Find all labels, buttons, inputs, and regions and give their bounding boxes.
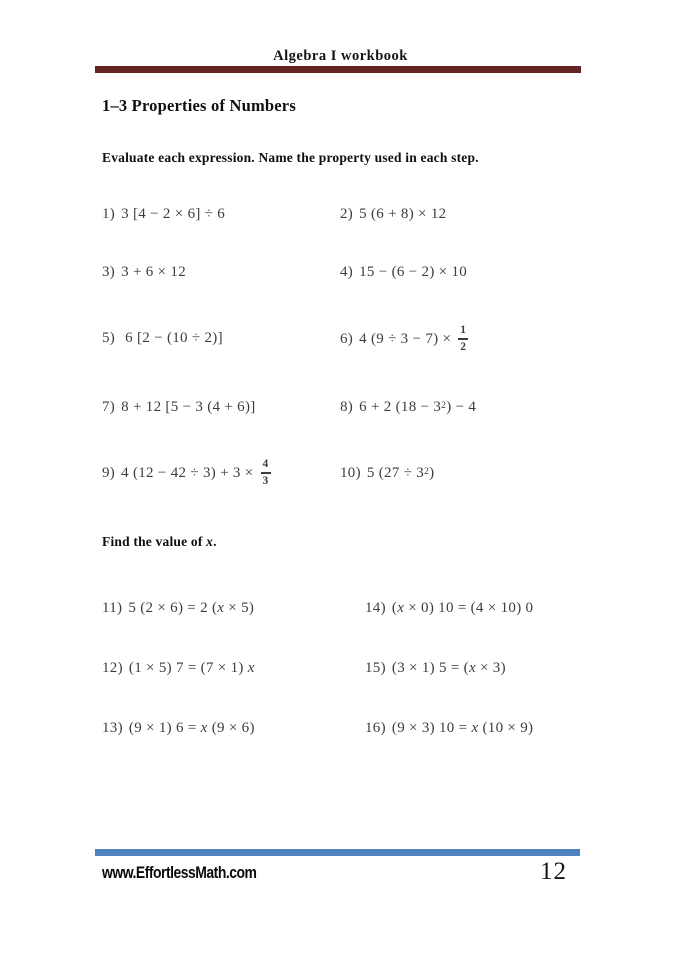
footer-website-url: www.EffortlessMath.com (102, 863, 257, 882)
problem-number: 14) (365, 599, 386, 616)
variable-x: x (397, 599, 405, 616)
problem-11 (102, 597, 254, 619)
variable-x: x (247, 659, 255, 676)
page-number: 12 (540, 858, 567, 885)
problem-number: 7) (102, 398, 116, 415)
problem-expression: 5 (2 × 6) = 2 ( x × 5) (128, 599, 255, 616)
problem-number: 10) (340, 464, 361, 481)
problem-expression: 5 (27 ÷ 3 2 ) (366, 464, 435, 481)
problem-expression: 3 + 6 × 12 (121, 263, 187, 280)
variable-x: x (471, 719, 479, 736)
problem-7 (102, 396, 256, 418)
problem-9 (102, 451, 271, 495)
fraction-numerator: 4 (262, 457, 269, 470)
problem-number: 8) (340, 398, 354, 415)
problem-expression: (1 × 5) 7 = (7 × 1) x (128, 659, 255, 676)
problem-number: 15) (365, 659, 386, 676)
fraction-bar (458, 338, 468, 340)
problem-5 (102, 327, 223, 349)
problem-expression: 3 [4 − 2 × 6] ÷ 6 (121, 205, 226, 222)
problem-expression: 6 + 2 (18 − 3 2 ) − 4 (359, 398, 477, 415)
problem-1 (102, 203, 225, 225)
problem-expression: 5 (6 + 8) × 12 (359, 205, 447, 222)
header-rule (95, 66, 581, 73)
problem-expression: 8 + 12 [5 − 3 (4 + 6)] (121, 398, 256, 415)
problem-number: 5) (102, 329, 116, 346)
section-title: 1–3 Properties of Numbers (102, 96, 296, 115)
problem-number: 4) (340, 263, 354, 280)
variable-x: x (200, 719, 208, 736)
footer-rule (95, 849, 580, 856)
variable-x: x (217, 599, 225, 616)
instruction-find-x (102, 534, 217, 550)
problem-6 (340, 317, 468, 361)
fraction (261, 459, 271, 488)
problem-expression: 15 − (6 − 2) × 10 (359, 263, 468, 280)
problem-expression: ( x × 0) 10 = (4 × 10) 0 (391, 599, 534, 616)
problem-8 (340, 396, 476, 418)
fraction-bar (261, 472, 271, 474)
fraction-numerator: 1 (460, 323, 467, 336)
problem-13 (102, 717, 255, 739)
problem-expression: (9 × 3) 10 = x (10 × 9) (391, 719, 534, 736)
problem-expression: 4 (12 − 42 ÷ 3) + 3 × $\frac{4}{3}$ (121, 457, 269, 487)
problem-number: 12) (102, 659, 123, 676)
problem-expression: 6 [2 − (10 ÷ 2)] (121, 329, 223, 346)
problem-15 (365, 657, 506, 679)
problem-expression: (3 × 1) 5 = ( x × 3) (391, 659, 506, 676)
problem-16 (365, 717, 533, 739)
variable-x: x (468, 659, 476, 676)
problem-3 (102, 261, 186, 283)
problem-number: 2) (340, 205, 354, 222)
instruction-find-x-suffix: . (213, 534, 217, 549)
problem-expression: 4 (9 ÷ 3 − 7) × $\frac{1}{2}$ (359, 323, 467, 353)
problem-number: 6) (340, 330, 354, 347)
instruction-evaluate: Evaluate each expression. Name the property used in each step. (102, 150, 479, 165)
problem-number: 11) (102, 599, 123, 616)
problem-number: 9) (102, 464, 116, 481)
problem-expression: (9 × 1) 6 = x (9 × 6) (128, 719, 255, 736)
problem-number: 1) (102, 205, 116, 222)
problem-12 (102, 657, 255, 679)
instruction-find-x-prefix: Find the value of (102, 534, 207, 549)
page-header-title: Algebra I workbook (273, 48, 408, 64)
problem-14 (365, 597, 533, 619)
fraction-denominator: 2 (460, 340, 467, 353)
exponent: 2 (424, 467, 430, 478)
fraction-denominator: 3 (262, 474, 269, 487)
problem-10 (340, 462, 434, 484)
exponent: 2 (441, 401, 447, 412)
problem-4 (340, 261, 467, 283)
variable-x: x (206, 534, 214, 549)
problem-2 (340, 203, 446, 225)
problem-number: 13) (102, 719, 123, 736)
problem-number: 3) (102, 263, 116, 280)
problem-number: 16) (365, 719, 386, 736)
fraction (458, 325, 468, 354)
